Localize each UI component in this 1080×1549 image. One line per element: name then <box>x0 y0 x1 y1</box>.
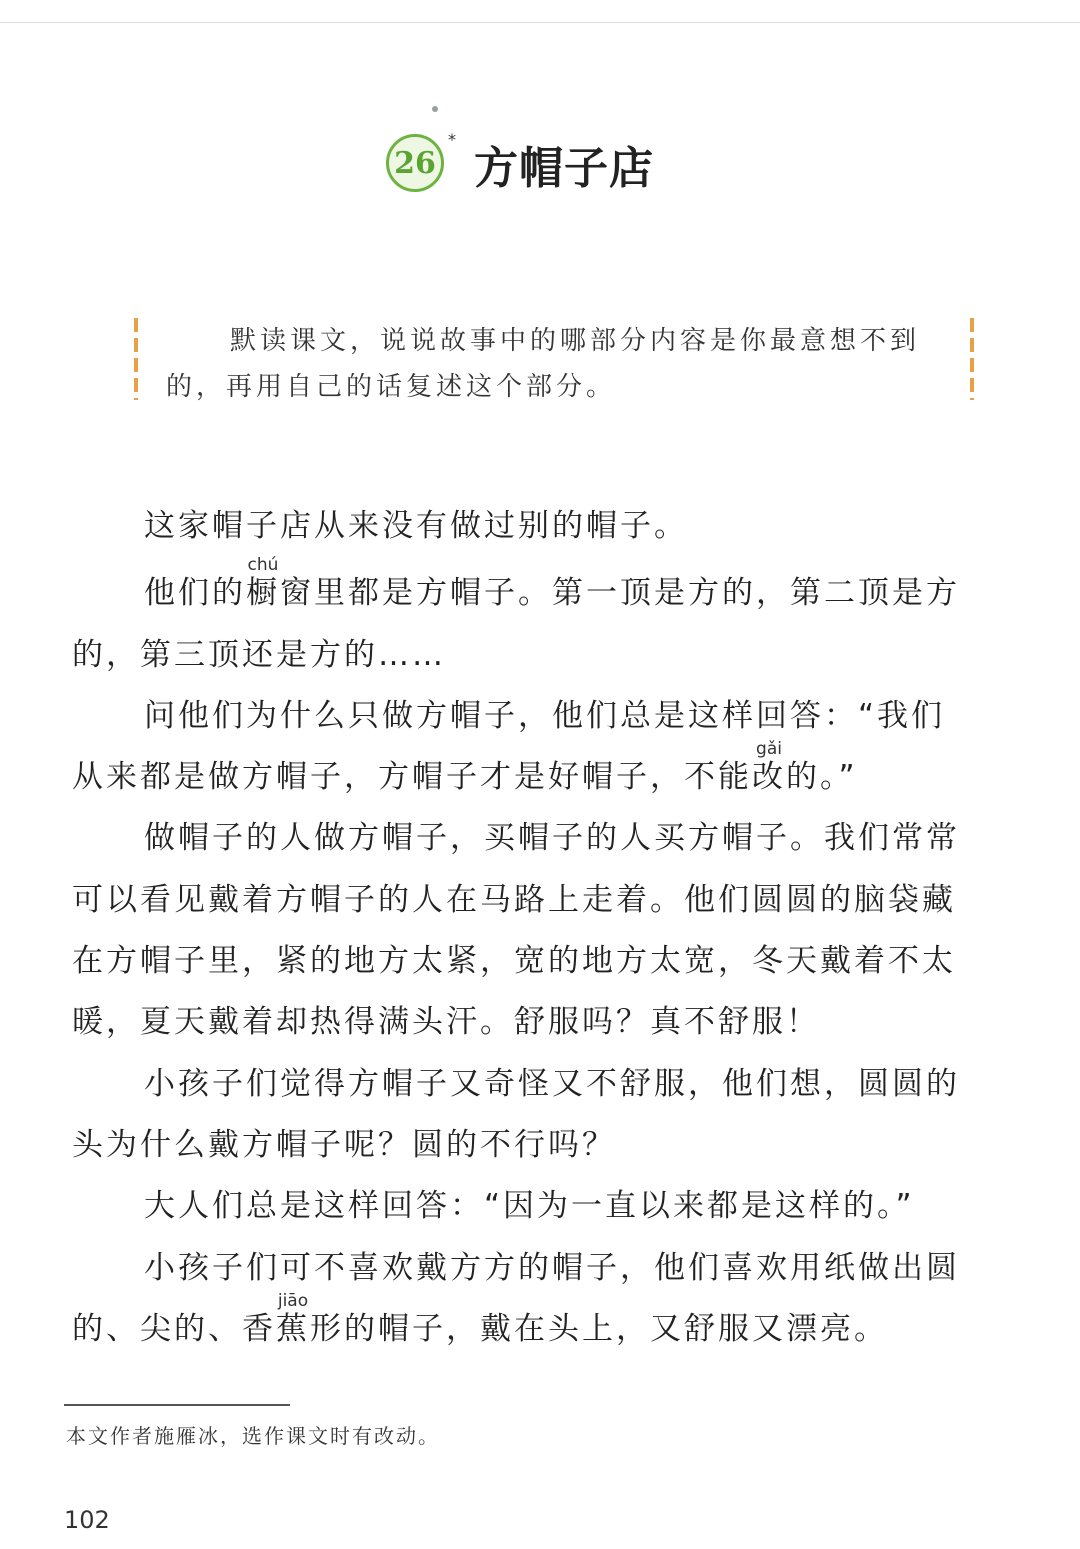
footnote-divider <box>64 1404 290 1406</box>
lesson-number-badge: 26 <box>386 134 444 192</box>
decorative-dot <box>432 106 438 112</box>
paragraph-7: 小孩子们可不喜欢戴方方的帽子，他们喜欢用纸做出圆的、尖的、香蕉jiāo形的帽子，戴在头上，又舒服又漂亮。 <box>72 1249 960 1347</box>
pinyin-annotation: 橱chú <box>246 555 280 612</box>
tip-bar-left <box>134 318 138 400</box>
top-divider <box>0 22 1080 23</box>
reading-tip-text: 默读课文，说说故事中的哪部分内容是你最意想不到的，再用自己的话复述这个部分。 <box>166 326 921 402</box>
lesson-body <box>72 496 972 1360</box>
reading-tip-box <box>134 318 974 400</box>
paragraph-1: 这家帽子店从来没有做过别的帽子。 <box>144 508 688 544</box>
paragraph-6: 大人们总是这样回答：“因为一直以来都是这样的。” <box>144 1188 915 1225</box>
page-number: 102 <box>64 1506 110 1534</box>
paragraph-2: 他们的橱chú窗里都是方帽子。第一顶是方的，第二顶是方的，第三顶还是方的…… <box>72 555 960 673</box>
pinyin-annotation: 蕉jiāo <box>276 1290 310 1347</box>
pinyin-annotation: 改gǎi <box>752 739 786 796</box>
optional-lesson-mark: * <box>448 130 456 149</box>
lesson-header <box>0 128 1080 198</box>
tip-bar-right <box>970 318 974 400</box>
lesson-title: 方帽子店 <box>474 143 654 194</box>
paragraph-5: 小孩子们觉得方帽子又奇怪又不舒服，他们想，圆圆的头为什么戴方帽子呢？圆的不行吗？ <box>72 1065 960 1163</box>
paragraph-3: 问他们为什么只做方帽子，他们总是这样回答：“我们从来都是做方帽子，方帽子才是好帽子，不能改gǎi的。” <box>72 697 946 796</box>
footnote: 本文作者施雁冰，选作课文时有改动。 <box>66 1424 440 1448</box>
paragraph-4: 做帽子的人做方帽子，买帽子的人买方帽子。我们常常可以看见戴着方帽子的人在马路上走着。他们圆圆的脑袋藏在方帽子里，紧的地方太紧，宽的地方太宽，冬天戴着不太暖，夏天戴着却热得满头汗。舒服吗？真不舒服！ <box>72 820 960 1041</box>
